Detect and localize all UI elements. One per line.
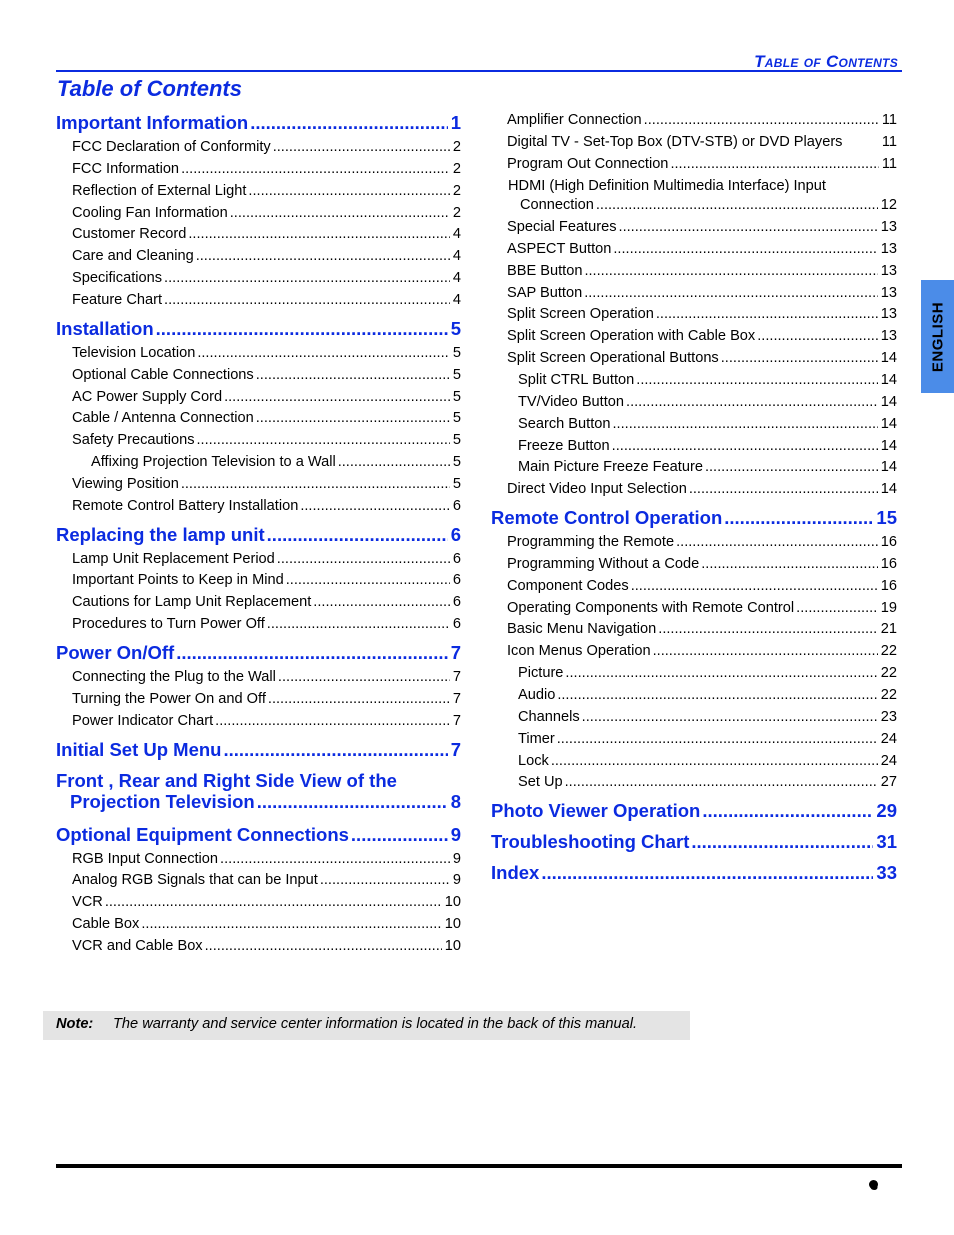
dot-leader — [613, 241, 877, 257]
language-tab-label: ENGLISH — [929, 301, 946, 372]
toc-entry-page: 2 — [452, 182, 461, 199]
dot-leader — [196, 248, 450, 264]
toc-entry-page: 24 — [880, 730, 897, 747]
dot-leader — [267, 616, 450, 632]
toc-entry-page: 14 — [880, 437, 897, 454]
dot-leader — [277, 551, 450, 567]
dot-leader — [156, 318, 448, 340]
toc-entry-title: Set Up — [518, 774, 563, 791]
toc-entry-page: 22 — [880, 643, 897, 660]
toc-entry-title: Customer Record — [72, 226, 187, 243]
dot-leader — [273, 139, 450, 155]
toc-entry-title: Optional Cable Connections — [72, 366, 254, 383]
toc-entry[interactable] — [507, 534, 897, 550]
toc-entry-title: Programming the Remote — [507, 534, 675, 551]
toc-entry[interactable] — [507, 134, 897, 150]
dot-leader — [250, 112, 448, 134]
toc-section-line1[interactable]: Front , Rear and Right Side View of the — [56, 769, 397, 791]
dot-leader — [584, 263, 877, 279]
toc-entry-page: 5 — [452, 410, 461, 427]
toc-entry-title: Operating Components with Remote Control — [507, 599, 795, 616]
toc-section[interactable] — [56, 524, 461, 546]
toc-entry-title: SAP Button — [507, 284, 583, 301]
footer-rule — [56, 1164, 902, 1168]
dot-leader — [220, 851, 450, 867]
toc-entry-title: Split Screen Operational Buttons — [507, 350, 719, 367]
toc-entry-title: Basic Menu Navigation — [507, 621, 657, 638]
dot-leader — [181, 161, 450, 177]
toc-entry-page: 4 — [452, 248, 461, 265]
dot-leader — [551, 753, 878, 769]
toc-entry-title: Lock — [518, 752, 549, 769]
toc-entry-title: VCR — [72, 894, 103, 911]
note-label: Note: — [56, 1016, 94, 1032]
toc-entry-page: 10 — [444, 894, 461, 911]
toc-entry-title: Replacing the lamp unit — [56, 523, 265, 545]
toc-entry[interactable] — [72, 572, 461, 588]
toc-entry-page: 6 — [452, 616, 461, 633]
toc-entry-page: 4 — [452, 270, 461, 287]
toc-entry-page: 4 — [452, 226, 461, 243]
toc-entry-page: 19 — [880, 599, 897, 616]
toc-entry-title: Lamp Unit Replacement Period — [72, 550, 275, 567]
toc-entry-page: 16 — [880, 577, 897, 594]
toc-entry-page: 12 — [880, 197, 897, 213]
toc-entry[interactable] — [72, 139, 461, 155]
bullet-icon — [869, 1180, 878, 1189]
dot-leader — [141, 916, 441, 932]
toc-section[interactable] — [56, 642, 461, 664]
toc-entry[interactable] — [507, 241, 897, 257]
dot-leader — [582, 709, 878, 725]
toc-entry[interactable] — [507, 285, 897, 301]
toc-section[interactable] — [56, 112, 461, 134]
toc-entry-page: 4 — [452, 291, 461, 308]
toc-entry-title: Split Screen Operation with Cable Box — [507, 328, 756, 345]
toc-entry-page: 5 — [452, 454, 461, 471]
toc-entry-page: 2 — [452, 139, 461, 155]
toc-entry-page: 7 — [450, 738, 461, 760]
dot-leader — [286, 572, 450, 588]
toc-entry[interactable] — [72, 938, 461, 954]
toc-entry-title: Power Indicator Chart — [72, 712, 214, 729]
dot-leader — [181, 476, 450, 492]
dot-leader — [689, 481, 878, 497]
toc-entry-page: 5 — [452, 432, 461, 449]
toc-entry-title: Cable Box — [72, 916, 140, 933]
toc-entry[interactable] — [72, 851, 461, 867]
dot-leader — [613, 416, 878, 432]
toc-entry[interactable] — [72, 691, 461, 707]
toc-entry[interactable] — [72, 916, 461, 932]
dot-leader — [215, 713, 450, 729]
dot-leader — [541, 862, 873, 884]
toc-entry-title: Connection — [520, 197, 594, 213]
toc-entry-title: Procedures to Turn Power Off — [72, 616, 265, 633]
toc-entry-title: Turning the Power On and Off — [72, 690, 266, 707]
dot-leader — [658, 621, 878, 637]
dot-leader — [313, 594, 450, 610]
toc-section[interactable] — [70, 791, 461, 813]
toc-entry-title: Connecting the Plug to the Wall — [72, 669, 276, 685]
dot-leader — [351, 824, 448, 846]
toc-entry-title: Amplifier Connection — [507, 112, 642, 128]
toc-entry-page: 9 — [452, 850, 461, 867]
dot-leader — [557, 731, 878, 747]
dot-leader — [300, 498, 450, 514]
toc-entry[interactable] — [518, 416, 897, 432]
toc-entry[interactable] — [507, 481, 897, 497]
toc-entry-page: 11 — [881, 155, 897, 172]
toc-entry-title: Remote Control Operation — [491, 507, 723, 529]
toc-entry-page: 5 — [452, 366, 461, 383]
dot-leader — [596, 197, 878, 213]
toc-entry-title: Component Codes — [507, 577, 629, 594]
toc-entry[interactable] — [520, 197, 897, 213]
toc-entry[interactable] — [518, 438, 897, 454]
toc-entry-title: Optional Equipment Connections — [56, 823, 349, 845]
toc-entry-title: ASPECT Button — [507, 240, 612, 257]
dot-leader — [224, 389, 450, 405]
toc-entry-page: 6 — [450, 523, 461, 545]
toc-entry-title: BBE Button — [507, 262, 583, 279]
toc-entry-page: 2 — [452, 160, 461, 177]
toc-entry[interactable] — [507, 350, 897, 366]
dot-leader — [626, 394, 878, 410]
toc-entry[interactable] — [72, 713, 461, 729]
toc-entry-title: Program Out Connection — [507, 155, 669, 172]
toc-entry[interactable] — [518, 774, 897, 790]
toc-entry-page: 10 — [444, 937, 461, 954]
toc-entry-page: 24 — [880, 752, 897, 769]
toc-entry[interactable] — [72, 389, 461, 405]
toc-entry-page: 13 — [880, 219, 897, 235]
toc-entry-title: Analog RGB Signals that can be Input — [72, 872, 318, 889]
toc-entry-title: RGB Input Connection — [72, 850, 219, 867]
toc-entry-page: 11 — [881, 112, 897, 128]
dot-leader — [584, 285, 878, 301]
toc-entry-title: Split CTRL Button — [518, 371, 635, 388]
toc-entry-page: 2 — [452, 204, 461, 221]
page-title: Table of Contents — [57, 76, 242, 101]
dot-leader — [257, 791, 448, 813]
dot-leader — [656, 306, 878, 322]
toc-entry-page: 22 — [880, 687, 897, 703]
toc-entry[interactable] — [72, 367, 461, 383]
toc-entry-title: TV/Video Button — [518, 393, 625, 410]
dot-leader — [757, 328, 878, 344]
dot-leader — [691, 831, 873, 853]
dot-leader — [223, 739, 447, 761]
toc-entry[interactable] — [518, 709, 897, 725]
toc-entry-page: 13 — [880, 240, 897, 257]
toc-entry-page: 22 — [880, 665, 897, 682]
toc-entry-title: Initial Set Up Menu — [56, 738, 222, 760]
toc-entry-title: Specifications — [72, 270, 163, 287]
toc-entry[interactable] — [72, 616, 461, 632]
toc-entry-title: Cautions for Lamp Unit Replacement — [72, 594, 312, 611]
toc-entry-title: Search Button — [518, 415, 611, 432]
toc-entry[interactable] — [507, 328, 897, 344]
toc-entry-page: 5 — [452, 388, 461, 405]
toc-entry[interactable] — [72, 551, 461, 567]
toc-entry-title: Cable / Antenna Connection — [72, 410, 254, 427]
toc-entry-page: 6 — [452, 550, 461, 567]
toc-entry-title: Projection Television — [70, 790, 255, 812]
toc-entry-page: 10 — [444, 916, 461, 933]
dot-leader — [105, 894, 442, 910]
toc-entry-title: Freeze Button — [518, 437, 610, 454]
toc-entry[interactable] — [507, 156, 897, 172]
toc-entry-page: 6 — [452, 497, 461, 514]
toc-entry-title: Digital TV - Set-Top Box (DTV-STB) or DVD Players — [507, 133, 843, 150]
toc-section[interactable] — [491, 507, 897, 529]
toc-entry-page: 33 — [876, 862, 897, 884]
running-header: Table of Contents — [754, 52, 898, 71]
toc-entry-page: 13 — [880, 284, 897, 301]
dot-leader — [267, 524, 448, 546]
toc-entry[interactable] — [507, 600, 897, 616]
toc-entry-title: Main Picture Freeze Feature — [518, 459, 703, 476]
toc-entry[interactable] — [518, 731, 897, 747]
dot-leader — [205, 938, 442, 954]
toc-entry[interactable] — [518, 459, 897, 475]
toc-entry-page: 13 — [880, 306, 897, 323]
toc-section[interactable] — [491, 831, 897, 853]
toc-entry[interactable] — [518, 665, 897, 681]
toc-section[interactable] — [56, 824, 461, 846]
toc-entry-title: Safety Precautions — [72, 432, 195, 449]
dot-leader — [256, 367, 450, 383]
toc-entry[interactable] — [518, 394, 897, 410]
dot-leader — [702, 800, 873, 822]
toc-entry-page: 14 — [880, 481, 897, 498]
toc-entry[interactable] — [518, 753, 897, 769]
toc-entry-title: Programming Without a Code — [507, 555, 700, 572]
toc-entry-title: Important Information — [56, 112, 249, 133]
dot-leader — [338, 454, 450, 470]
toc-entry-page: 7 — [450, 642, 461, 663]
toc-section[interactable] — [56, 318, 461, 340]
dot-leader — [256, 410, 450, 426]
note-box — [43, 1011, 690, 1040]
toc-entry-title: Cooling Fan Information — [72, 204, 228, 221]
toc-entry-title: FCC Information — [72, 160, 180, 177]
toc-entry[interactable] — [518, 687, 897, 703]
toc-entry-page: 9 — [450, 823, 461, 845]
toc-entry-page: 6 — [452, 594, 461, 611]
toc-entry[interactable] — [72, 894, 461, 910]
toc-entry-title: FCC Declaration of Conformity — [72, 139, 271, 155]
toc-entry-title: Power On/Off — [56, 642, 175, 663]
toc-entry-page: 11 — [881, 133, 897, 150]
toc-entry-title: Timer — [518, 730, 555, 747]
toc-entry-page: 7 — [452, 712, 461, 729]
toc-entry[interactable] — [72, 476, 461, 492]
toc-entry-page: 13 — [880, 262, 897, 279]
toc-entry-page: 1 — [450, 112, 461, 133]
toc-entry[interactable] — [507, 621, 897, 637]
toc-section[interactable] — [491, 800, 897, 822]
toc-entry-title: VCR and Cable Box — [72, 937, 203, 954]
toc-entry-page: 5 — [452, 344, 461, 361]
toc-entry[interactable] — [91, 454, 461, 470]
toc-entry[interactable] — [72, 498, 461, 514]
note-text: The warranty and service center information is located in the back of this manual. — [113, 1016, 638, 1032]
toc-entry[interactable] — [518, 372, 897, 388]
toc-entry-title: Television Location — [72, 344, 196, 361]
toc-entry-page: 31 — [876, 831, 897, 853]
toc-entry-title: Reflection of External Light — [72, 182, 247, 199]
toc-entry[interactable] — [72, 345, 461, 361]
toc-entry-line1[interactable]: HDMI (High Definition Multimedia Interface) Input — [508, 177, 826, 194]
toc-entry-page: 14 — [880, 415, 897, 432]
dot-leader — [248, 183, 449, 199]
toc-entry[interactable] — [72, 226, 461, 242]
toc-entry-title: Affixing Projection Television to a Wall — [91, 454, 336, 471]
dot-leader — [701, 556, 878, 572]
toc-entry-page: 7 — [452, 669, 461, 685]
toc-entry[interactable] — [507, 556, 897, 572]
toc-entry[interactable] — [72, 270, 461, 286]
dot-leader — [612, 438, 878, 454]
toc-entry[interactable] — [72, 183, 461, 199]
toc-entry[interactable] — [72, 248, 461, 264]
toc-entry-title: Split Screen Operation — [507, 306, 654, 323]
toc-entry-page: 29 — [876, 800, 897, 822]
toc-entry[interactable] — [507, 643, 897, 659]
dot-leader — [197, 345, 450, 361]
toc-entry-title: Direct Video Input Selection — [507, 481, 687, 498]
toc-entry-page: 14 — [880, 393, 897, 410]
toc-entry[interactable] — [72, 410, 461, 426]
toc-entry-page: 14 — [880, 350, 897, 367]
dot-leader — [164, 270, 450, 286]
dot-leader — [631, 578, 878, 594]
toc-entry[interactable] — [72, 669, 461, 685]
toc-section[interactable] — [491, 862, 897, 884]
dot-leader — [565, 665, 877, 681]
toc-entry-title: Channels — [518, 708, 580, 725]
toc-entry-page: 7 — [452, 690, 461, 707]
toc-entry-page: 16 — [880, 555, 897, 572]
toc-entry-page: 23 — [880, 708, 897, 725]
dot-leader — [230, 205, 450, 221]
dot-leader — [188, 226, 450, 242]
toc-entry-title: Feature Chart — [72, 291, 163, 308]
dot-leader — [176, 642, 448, 664]
toc-section[interactable] — [56, 739, 461, 761]
toc-entry[interactable] — [72, 432, 461, 448]
toc-entry-title: Troubleshooting Chart — [491, 831, 690, 853]
toc-entry-title: Care and Cleaning — [72, 248, 194, 265]
dot-leader — [653, 643, 878, 659]
toc-entry[interactable] — [72, 594, 461, 610]
dot-leader — [721, 350, 878, 366]
toc-entry-page: 15 — [876, 507, 897, 529]
dot-leader — [557, 687, 877, 703]
toc-entry-title: Installation — [56, 317, 154, 339]
toc-entry[interactable] — [507, 578, 897, 594]
toc-entry-title: Viewing Position — [72, 475, 179, 492]
dot-leader — [676, 534, 878, 550]
dot-leader — [724, 507, 873, 529]
dot-leader — [705, 459, 878, 475]
dot-leader — [320, 872, 450, 888]
dot-leader — [670, 156, 878, 172]
toc-entry-page: 27 — [880, 774, 897, 791]
toc-entry-title: Audio — [518, 687, 556, 703]
dot-leader — [796, 600, 878, 616]
dot-leader — [644, 112, 879, 128]
language-tab[interactable] — [921, 280, 954, 393]
toc-entry-page: 14 — [880, 459, 897, 476]
toc-entry-title: AC Power Supply Cord — [72, 388, 223, 405]
toc-entry[interactable] — [507, 306, 897, 322]
header-rule — [56, 70, 902, 72]
dot-leader — [565, 774, 878, 790]
toc-entry-page: 5 — [452, 475, 461, 492]
toc-entry[interactable] — [72, 205, 461, 221]
dot-leader — [268, 691, 450, 707]
dot-leader — [278, 669, 450, 685]
toc-entry-title: Special Features — [507, 219, 617, 235]
dot-leader — [636, 372, 878, 388]
toc-entry-title: Remote Control Battery Installation — [72, 497, 299, 514]
toc-entry[interactable] — [507, 219, 897, 235]
toc-entry[interactable] — [72, 872, 461, 888]
toc-entry-page: 6 — [452, 572, 461, 589]
toc-entry-page: 16 — [880, 534, 897, 551]
toc-entry-page: 9 — [452, 872, 461, 889]
toc-entry[interactable] — [72, 161, 461, 177]
toc-entry-title: Icon Menus Operation — [507, 643, 651, 660]
toc-entry-page: 21 — [880, 621, 897, 638]
toc-entry-page: 14 — [880, 371, 897, 388]
toc-entry[interactable] — [72, 292, 461, 308]
toc-entry-title: Picture — [518, 665, 564, 682]
toc-entry-title: Index — [491, 862, 540, 884]
toc-entry-page: 5 — [450, 317, 461, 339]
dot-leader — [197, 432, 450, 448]
toc-entry[interactable] — [507, 263, 897, 279]
toc-entry-title: Important Points to Keep in Mind — [72, 572, 284, 589]
toc-entry-page: 8 — [450, 790, 461, 812]
dot-leader — [164, 292, 450, 308]
toc-entry-title: Photo Viewer Operation — [491, 800, 701, 822]
toc-entry-page: 13 — [880, 328, 897, 345]
dot-leader — [619, 219, 878, 235]
toc-entry[interactable] — [507, 112, 897, 128]
